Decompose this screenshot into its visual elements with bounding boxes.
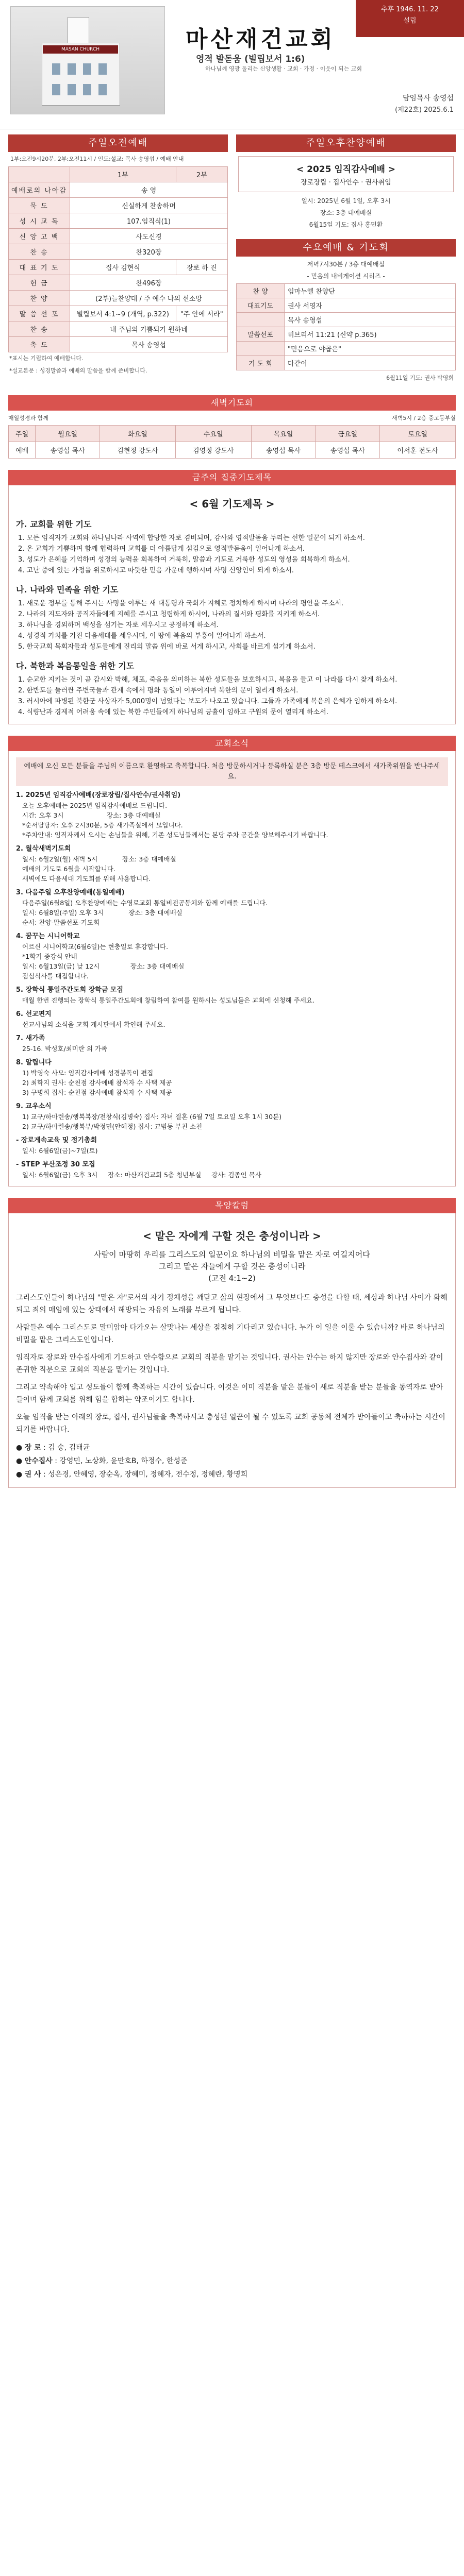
dawn-day-header: 토요일: [380, 426, 456, 442]
worship-row-value: 107.임직식(1): [70, 213, 228, 229]
afternoon-sermon-title: < 2025 임직감사예배 >: [296, 164, 396, 175]
notice-line: 일시: 6월2일(월) 새벽 5시 장소: 3층 대예배실: [22, 855, 176, 863]
column-verse: [16, 1249, 448, 1284]
notice-line: 매월 한번 진행되는 장학식 통일주간도회에 창립하여 참여를 원하시는 성도님들은 교회에 신청해 주세요.: [22, 996, 314, 1004]
wednesday-row-value: "믿음으로 야곱은": [285, 342, 456, 356]
notice-title: 7. 새가족: [16, 1035, 45, 1042]
welcome-message: 예배에 오신 모든 분들을 주님의 이름으로 환영하고 축복합니다. 처음 방문하시거나 등록하실 분은 3층 방문 테스크에서 새가족위원을 반나주세요.: [16, 757, 448, 786]
notice-line: 새벽에도 다음세대 기도회를 위해 사용합니다.: [22, 875, 151, 883]
worship-columns: [0, 134, 464, 385]
dawn-day-header: 금요일: [316, 426, 380, 442]
notice-line: 선교사님의 소식을 교회 게시판에서 확인해 주세요.: [22, 1021, 165, 1028]
worship-row: [9, 260, 228, 275]
notice-line: 1) 교구/하마련송/행복복장/전창식(김병숙) 집사: 자녀 결혼 (6월 7일 토요일 오후 1시 30분): [22, 1113, 282, 1121]
afternoon-sermon-box: [238, 156, 454, 192]
dawn-leader-cell: 예배: [9, 442, 36, 459]
afternoon-service-title: 주일오후찬양예배: [236, 134, 456, 152]
worship-row-label: 대 표 기 도: [9, 260, 70, 275]
dawn-meta-left: 매일성경과 함께: [8, 415, 48, 421]
prayer-item: 2. 한반도를 둘러싼 주변국들과 관계 속에서 평화 통일이 이루어지며 북한의 문이 열리게 하소서.: [18, 687, 299, 694]
dawn-day-header: 월요일: [36, 426, 100, 442]
roster-names: 김 숭, 김태균: [48, 1444, 90, 1452]
prayer-topics-title: 금주의 집중기도제목: [8, 470, 456, 485]
issue-number: (제22호) 2025.6.1: [395, 106, 454, 114]
notice-line: 순서: 찬양-말씀선포-기도회: [22, 919, 100, 926]
worship-row-value: 내 주님의 기쁨되기 원하네: [70, 321, 228, 337]
notice-line: 25-16. 박성호/최미란 외 가족: [22, 1045, 108, 1053]
prayer-topics-body: [8, 485, 456, 724]
notice-title: 3. 다음주일 오후찬양예배(통일예배): [16, 889, 125, 896]
prayer-topics-section: [8, 470, 456, 724]
prayer-item: 2. 나라의 지도자와 공직자들에게 지혜를 주시고 청렴하게 하시어, 나라의 질서와 평화를 지키게 하소서.: [18, 611, 320, 618]
wednesday-row-label: 대표기도: [237, 298, 285, 313]
roster-separator: :: [52, 1457, 60, 1465]
afternoon-info-2: 장소: 3층 대예배실: [320, 209, 372, 216]
worship-row-label: 찬 송: [9, 244, 70, 260]
bullet-icon: ●: [16, 1470, 25, 1479]
prayer-category-title: 다. 북한과 복음통일을 위한 기도: [16, 661, 135, 671]
worship-row: [9, 306, 228, 321]
church-name: 마산재건교회: [186, 26, 336, 53]
column-heading: < 맡은 자에게 구할 것은 충성이니라 >: [143, 1230, 321, 1242]
wednesday-row-value: 임마누엘 찬양단: [285, 284, 456, 298]
sunday-footnote-1: *표시는 기립하여 예배합니다.: [9, 355, 84, 362]
pastoral-column-body: [8, 1213, 456, 1488]
prayer-category-title: 나. 나라와 민족을 위한 기도: [16, 585, 119, 595]
prayer-item: 4. 성경적 가치를 가진 다음세대를 세우시며, 이 땅에 복음의 부흥이 일어나게 하소서.: [18, 632, 266, 640]
worship-row-label: 헌 금: [9, 275, 70, 291]
wednesday-subtitle: 저녁7시30분 / 3층 대예배실: [307, 261, 385, 268]
worship-row: [9, 213, 228, 229]
worship-row: [9, 229, 228, 244]
roster-separator: :: [41, 1470, 48, 1479]
worship-row: [9, 244, 228, 260]
worship-row-label: 신 앙 고 백: [9, 229, 70, 244]
bullet-icon: ●: [16, 1457, 25, 1465]
dawn-prayer-title: 새벽기도회: [8, 395, 456, 411]
church-news-body: [8, 751, 456, 1187]
worship-row-label: 찬 송: [9, 321, 70, 337]
sunday-service-title: 주일오전예배: [8, 134, 228, 152]
notice-title: 1. 2025년 임직감사예배(장로장립/집사안수/권사취임): [16, 791, 181, 799]
notice-title: 4. 꿈꾸는 시니어학교: [16, 933, 80, 940]
wednesday-row-label: [237, 313, 285, 327]
notice-title: 5. 장학식 통일주간도회 장학금 모집: [16, 986, 123, 994]
worship-row-label: 예배로의 나아감: [9, 182, 70, 198]
afternoon-sermon-subtitle: 장로장립 · 집사안수 · 권사취임: [301, 179, 391, 187]
order-of-worship-table: [8, 166, 228, 352]
notice-title: 8. 알립니다: [16, 1059, 52, 1066]
notice-line: 일시: 6월8일(주일) 오후 3시 장소: 3층 대예배실: [22, 909, 183, 917]
dawn-day-header: 수요일: [175, 426, 251, 442]
column-paragraph: 사람들은 예수 그리스도로 말미암아 다가오는 살맛나는 세상을 점점히 기다리고 있습니다. 누가 이 일을 이룰 수 있습니까? 바로 하나님의 비밀을 맡은 그리스도인입니다.: [16, 1324, 445, 1344]
prayer-item: 3. 하나님을 경외하며 백성을 섬기는 자로 세우시고 공정하게 하소서.: [18, 621, 219, 629]
notice-title: 9. 교우소식: [16, 1103, 52, 1110]
notice-line: 2) 교구/하마련송/행복부/박정민(안혜정) 집사: 교범동 부친 소천: [22, 1123, 203, 1130]
worship-row: [9, 198, 228, 213]
worship-row-value: 찬320장: [70, 244, 228, 260]
worship-row-value: 사도신경: [70, 229, 228, 244]
roster-line: [16, 1454, 448, 1468]
worship-row-value: 목사 송영섭: [70, 337, 228, 352]
dawn-meta-right: 새벽5시 / 2층 중고등부실: [392, 415, 456, 421]
worship-row: [9, 275, 228, 291]
bulletin-header: [0, 0, 464, 129]
dawn-leader-cell: 김영정 강도사: [175, 442, 251, 459]
senior-pastor: 담임목사 송영섭: [402, 94, 454, 103]
afternoon-and-wednesday: [236, 134, 456, 385]
wednesday-row-label: 찬 양: [237, 284, 285, 298]
pastoral-column-title: 목양칼럼: [8, 1198, 456, 1213]
dawn-meta: [0, 411, 464, 425]
wednesday-row: [237, 342, 456, 356]
afternoon-info-1: 일시: 2025년 6월 1일, 오후 3시: [301, 197, 391, 205]
prayer-item: 3. 러시아에 파병된 북한군 사상자가 5,000명이 넘었다는 보도가 나오고 있습니다. 그들과 가족에게 복음의 은혜가 임하게 하소서.: [18, 698, 397, 705]
prayer-topics-subtitle: < 6월 기도제목 >: [189, 498, 275, 510]
wednesday-row: [237, 356, 456, 370]
worship-row-label: 축 도: [9, 337, 70, 352]
roster-separator: :: [41, 1444, 48, 1452]
notice-line: 다음주일(6월8일) 오후찬양예배는 수영로교회 통일비전공동체와 함께 예배를 드립니다.: [22, 899, 268, 907]
notice-line: *1학기 종강식 안내: [22, 953, 77, 960]
wednesday-row-value: 다같이: [285, 356, 456, 370]
worship-row-2bu: 장로 하 진: [176, 260, 227, 275]
afternoon-info-3: 6월15일 기도: 집사 홍민환: [309, 221, 383, 228]
roster-role: 권 사: [24, 1470, 41, 1479]
vision-title: 영적 발돋움 (빌립보서 1:6): [196, 54, 305, 64]
prayer-item: 1. 순교한 지키는 것이 곧 감시와 박해, 체포, 죽음을 의미하는 북한 성도들을 보호하시고, 복음을 들고 이 나라를 다시 찾게 하소서.: [18, 676, 397, 684]
sunday-footnote-2: *설교본문 : 성경말씀과 예배의 말씀을 함께 준비합니다.: [9, 367, 147, 374]
dawn-prayer-section: [8, 395, 456, 411]
building-sign: MASAN CHURCH: [43, 45, 118, 54]
verse-line-2: 그리고 맡은 자들에게 구할 것은 충성이니라: [158, 1262, 306, 1271]
prayer-item: 4. 고난 중에 있는 가정을 위로하시고 따뜻한 믿음 가운데 행하시며 사명 신앙인이 되게 하소서.: [18, 567, 294, 574]
wednesday-row-value: 목사 송영섭: [285, 313, 456, 327]
dawn-leader-cell: 김현정 강도사: [100, 442, 176, 459]
column-paragraph: 임직자로 장로와 안수집사에게 기도하고 안수함으로 교회의 직분을 맡기는 것입니다. 권사는 안수는 하지 않지만 장로와 안수집사와 같이 존귀한 직분으로 교회의 직분을 맡기는 것입니다.: [16, 1353, 443, 1374]
notice-line: 2) 최학지 권사: 순천점 감사예배 참석자 수 사택 제공: [22, 1079, 172, 1087]
roster-line: [16, 1441, 448, 1454]
dawn-leader-cell: 송영섭 목사: [251, 442, 316, 459]
wednesday-footer: 6월11일 기도: 권사 박영희: [386, 375, 454, 381]
notice-line: 어르신 시니어학교(6월6일)는 현충일로 휴강합니다.: [22, 943, 169, 951]
worship-row-label: 찬 양: [9, 291, 70, 306]
ordination-roster: [16, 1441, 448, 1481]
worship-row-value: 송 영: [70, 182, 228, 198]
wednesday-theme: - 믿음의 내비게이션 시리즈 -: [307, 273, 385, 280]
notice-line: 일시: 6월6일(금)~7일(토): [22, 1147, 98, 1155]
dawn-prayer-table: [8, 425, 456, 459]
wednesday-row: [237, 298, 456, 313]
dawn-day-header: 주일: [9, 426, 36, 442]
col-1bu: 1부: [70, 167, 176, 182]
verse-line-1: 사람이 마땅히 우리를 그리스도의 일꾼이요 하나님의 비밀을 맡은 자로 여길지어다: [94, 1250, 370, 1259]
roster-names: 강영민, 노상화, 윤만호B, 하정수, 한성준: [59, 1457, 188, 1465]
notice-line: 오늘 오후예배는 2025년 임직감사예배로 드립니다.: [22, 802, 168, 809]
worship-row-2bu: "주 안에 서라": [176, 306, 227, 321]
church-news-title: 교회소식: [8, 736, 456, 751]
verse-reference: (고전 4:1~2): [208, 1274, 256, 1283]
notice-line: *주차안내: 임직자께서 오시는 손님들을 위해, 기존 성도님들께서는 본당 주차 공간을 양보해주시기 바랍니다.: [22, 831, 328, 839]
prayer-item: 5. 한국교회 목회자들과 성도들에게 진리의 말씀 위에 바로 서게 하시고, 사회를 바르게 섬기게 하소서.: [18, 643, 316, 651]
wednesday-row-value: 권사 서영자: [285, 298, 456, 313]
worship-row-label: 성 시 교 독: [9, 213, 70, 229]
notice-line: 3) 구병희 집사: 순천점 감사예배 참석자 수 사택 제공: [22, 1089, 172, 1096]
notice-title: - 장로게속교육 및 정기총회: [16, 1137, 97, 1144]
roster-role: 장 로: [24, 1444, 41, 1452]
sunday-service-notes: 1부:오전9시20분, 2부:오전11시 / 인도:설교: 목사 송영섭 / 예배 안내: [10, 156, 184, 162]
dawn-leader-cell: 송영섭 목사: [36, 442, 100, 459]
worship-row-label: 묵 도: [9, 198, 70, 213]
worship-row: [9, 291, 228, 306]
dawn-leader-cell: 송영섭 목사: [316, 442, 380, 459]
col-2bu: 2부: [176, 167, 227, 182]
roster-role: 안수집사: [24, 1457, 53, 1465]
wednesday-row-label: [237, 342, 285, 356]
worship-row: [9, 182, 228, 198]
prayer-item: 1. 모든 임직자가 교회와 하나님나라 사역에 합당한 자로 겸비되며, 감사와 영적발돋움 두리는 선한 일꾼이 되게 하소서.: [18, 534, 365, 542]
worship-row: [9, 321, 228, 337]
notice-title: 6. 선교편지: [16, 1010, 52, 1018]
notice-line: 일시: 6월13일(금) 낮 12시 장소: 3층 대예배실: [22, 962, 185, 970]
worship-row-label: 말 씀 선 포: [9, 306, 70, 321]
worship-row-value: 신실하게 찬송하며: [70, 198, 228, 213]
notice-title: - STEP 부산조정 30 모집: [16, 1161, 95, 1168]
notice-line: *순서담당자: 오후 2시30분, 5층 새가족실에서 모입니다.: [22, 821, 183, 829]
column-paragraph: 그리스도인들이 하나님의 "맡은 자"로서의 자기 정체성을 깨닫고 삶의 현장에서 그 무엇보다도 충성을 다할 때, 세상과 하나님 사이가 화해되고 죄의 매임에 있는 상태에서 해방되는 자유의 노래를 부르게 됩니다.: [16, 1294, 448, 1314]
wednesday-order-table: [236, 283, 456, 370]
dawn-day-header: 화요일: [100, 426, 176, 442]
wednesday-service-title: 수요예배 & 기도회: [236, 239, 456, 257]
founded-label: 설립: [403, 17, 417, 25]
pastoral-column-section: [8, 1198, 456, 1488]
wednesday-row: [237, 327, 456, 342]
worship-row-value: 찬496장: [70, 275, 228, 291]
church-building-photo: [10, 6, 165, 114]
prayer-item: 4. 식량난과 경제적 어려움 속에 있는 북한 주민들에게 하나님의 긍휼이 임하고 구원의 문이 열리게 하소서.: [18, 708, 328, 716]
founded-date: 추후 1946. 11. 22: [381, 6, 439, 13]
bullet-icon: ●: [16, 1444, 25, 1452]
notice-line: 예배의 기도로 6월을 시작합니다.: [22, 865, 115, 873]
founded-badge: [356, 0, 464, 37]
notice-line: 1) 박영숙 사모: 임직감사예배 성경봉독이 편집: [22, 1069, 154, 1077]
wednesday-row-value: 히브리서 11:21 (신약 p.365): [285, 327, 456, 342]
worship-row-1bu: 집사 김현식: [70, 260, 176, 275]
worship-row: [9, 337, 228, 352]
wednesday-row: [237, 284, 456, 298]
prayer-category-title: 가. 교회를 위한 기도: [16, 519, 92, 529]
dawn-day-header: 목요일: [251, 426, 316, 442]
sunday-service: [8, 134, 228, 385]
church-news-section: [8, 736, 456, 1187]
roster-line: [16, 1468, 448, 1481]
worship-row-1bu: 빌립보서 4:1~9 (개역, p.322): [70, 306, 176, 321]
worship-row-value: (2부)늘찬양대 / 주 예수 나의 선소망: [70, 291, 228, 306]
notice-line: 일시: 6월6일(금) 오후 3시 장소: 마산재건교회 5층 청년부실 강사: 김종인 목사: [22, 1171, 261, 1179]
notice-line: 시간: 오후 3시 장소: 3층 대예배실: [22, 811, 161, 819]
notice-title: 2. 월삭새벽기도회: [16, 845, 71, 853]
wednesday-row-label: 말씀선포: [237, 327, 285, 342]
prayer-item: 1. 새로운 정부를 통해 주시는 사명을 이루는 새 대통령과 국회가 지혜로 정치하게 하시며 나라의 평안을 주소서.: [18, 600, 344, 607]
vision-subtitle: 하나님께 영광 돌리는 신앙생활 · 교회 · 가정 · 이웃이 되는 교회: [205, 65, 362, 72]
dawn-leader-cell: 이서훈 전도사: [380, 442, 456, 459]
wednesday-row-label: 기 도 회: [237, 356, 285, 370]
notice-line: 점심식사를 대접합니다.: [22, 972, 89, 980]
roster-names: 성은경, 안혜영, 장순옥, 장혜미, 정혜자, 전수정, 정혜란, 황명희: [48, 1470, 248, 1479]
prayer-item: 2. 온 교회가 기쁨하며 함께 협력하며 교회를 더 아름답게 섬김으로 영적발돋움이 일어나게 하소서.: [18, 545, 305, 553]
prayer-item: 3. 성도가 은혜를 기억하며 성경의 능력을 회복하여 거룩히, 말씀과 기도로 거룩한 성도의 영성을 회복하게 하소서.: [18, 556, 350, 564]
wednesday-row: [237, 313, 456, 327]
column-paragraph: 오늘 임직을 받는 아래의 장로, 집사, 권사님들을 축복하시고 충성된 일꾼이 될 수 있도록 교회 공동체 전체가 받아들이고 축하하는 시간이 되기를 바랍니다.: [16, 1413, 445, 1434]
column-paragraph: 그리고 약속해야 입고 성도들이 함께 축복하는 시간이 있습니다. 이것은 이미 직분을 맡은 분들이 새로 직분을 받는 분들을 동역자로 받아들이며 함께 교회를 위해 힘을 합하는 약조이기도 합니다.: [16, 1383, 443, 1404]
